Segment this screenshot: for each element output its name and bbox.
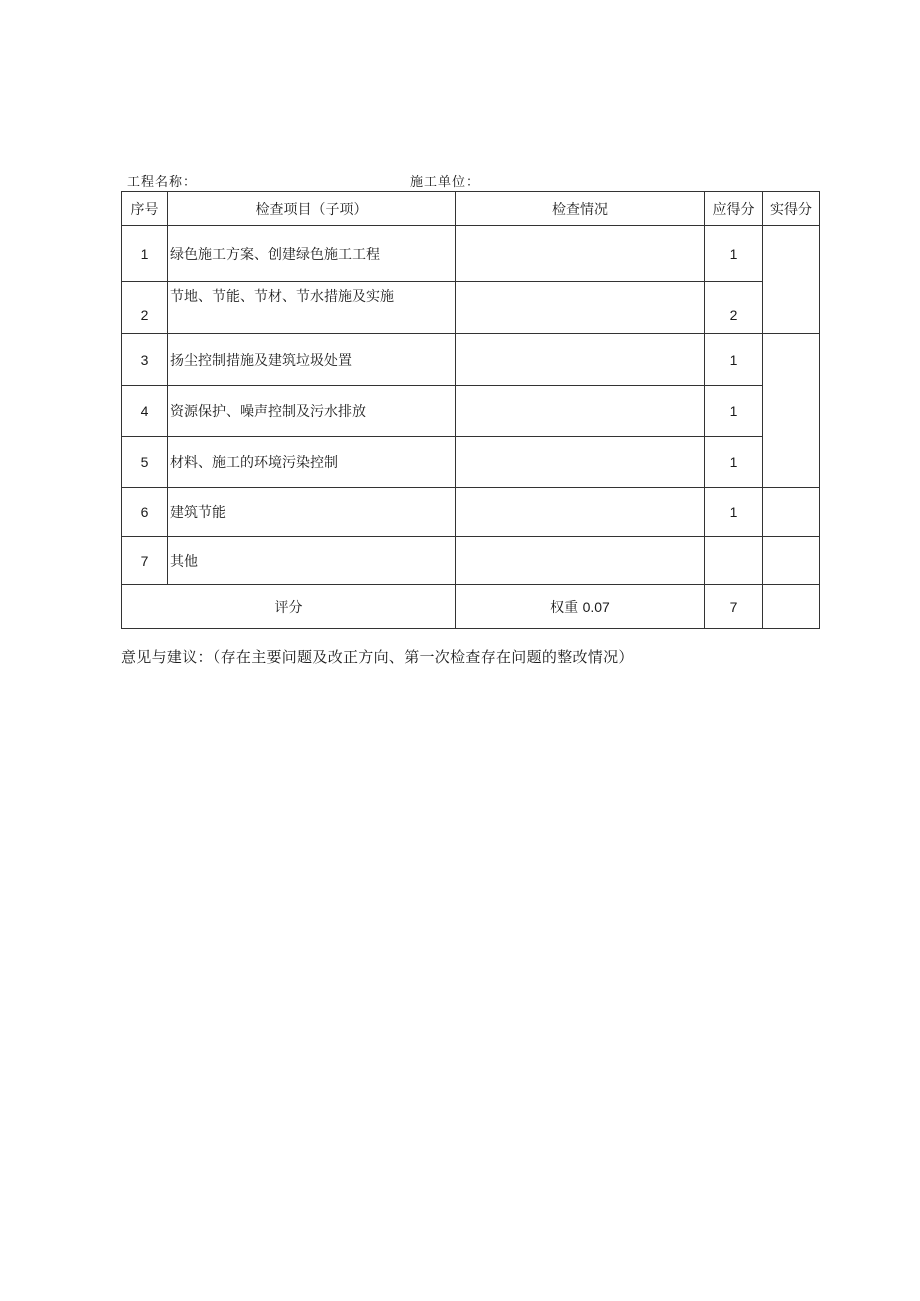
table-header-row	[122, 192, 820, 226]
row-item: 节地、节能、节材、节水措施及实施	[168, 282, 456, 334]
score-row	[122, 585, 820, 629]
row-item: 资源保护、噪声控制及污水排放	[168, 386, 456, 437]
contractor-label: 施工单位：	[410, 175, 481, 190]
row-status-cell[interactable]	[456, 437, 705, 488]
table-row	[122, 334, 820, 386]
row-item: 材料、施工的环境污染控制	[168, 437, 456, 488]
table-row	[122, 488, 820, 537]
row-number: 1	[122, 226, 168, 282]
row-number: 7	[122, 537, 168, 585]
row-due-score: 1	[705, 488, 763, 537]
weight-label: 权重	[550, 599, 579, 616]
opinions-label: 意见与建议：（存在主要问题及改正方向、第一次检查存在问题的整改情况）	[121, 648, 634, 666]
row-number: 4	[122, 386, 168, 437]
row-due-score: 1	[705, 226, 763, 282]
table-row	[122, 386, 820, 437]
row-status-cell[interactable]	[456, 282, 705, 334]
row-status-cell[interactable]	[456, 334, 705, 386]
total-actual-score-cell[interactable]	[763, 585, 820, 629]
row-number: 5	[122, 437, 168, 488]
row-item: 扬尘控制措施及建筑垃圾处置	[168, 334, 456, 386]
row-status-cell[interactable]	[456, 488, 705, 537]
column-header-actual-score: 实得分	[763, 192, 820, 226]
row-due-score: 1	[705, 334, 763, 386]
column-header-status: 检查情况	[456, 192, 705, 226]
column-header-item: 检查项目（子项）	[168, 192, 456, 226]
row-due-score: 2	[705, 282, 763, 334]
row-number: 2	[122, 282, 168, 334]
table-row	[122, 282, 820, 334]
row-item: 绿色施工方案、创建绿色施工工程	[168, 226, 456, 282]
project-name-label: 工程名称：	[127, 175, 198, 190]
total-due-score: 7	[705, 585, 763, 629]
table-row	[122, 537, 820, 585]
actual-score-cell-group-1[interactable]	[763, 226, 820, 334]
row-item: 其他	[168, 537, 456, 585]
row-status-cell[interactable]	[456, 386, 705, 437]
table-row	[122, 437, 820, 488]
weight-value: 0.07	[582, 598, 610, 615]
row-due-score: 1	[705, 437, 763, 488]
table-row	[122, 226, 820, 282]
form-header	[127, 171, 827, 189]
score-label: 评分	[122, 585, 456, 629]
actual-score-cell[interactable]	[763, 537, 820, 585]
column-header-no: 序号	[122, 192, 168, 226]
row-item: 建筑节能	[168, 488, 456, 537]
row-due-score[interactable]	[705, 537, 763, 585]
actual-score-cell-group-2[interactable]	[763, 334, 820, 488]
weight-cell	[456, 585, 705, 629]
inspection-table	[121, 191, 820, 629]
row-number: 6	[122, 488, 168, 537]
column-header-due-score: 应得分	[705, 192, 763, 226]
row-due-score: 1	[705, 386, 763, 437]
row-status-cell[interactable]	[456, 537, 705, 585]
row-number: 3	[122, 334, 168, 386]
actual-score-cell[interactable]	[763, 488, 820, 537]
row-status-cell[interactable]	[456, 226, 705, 282]
